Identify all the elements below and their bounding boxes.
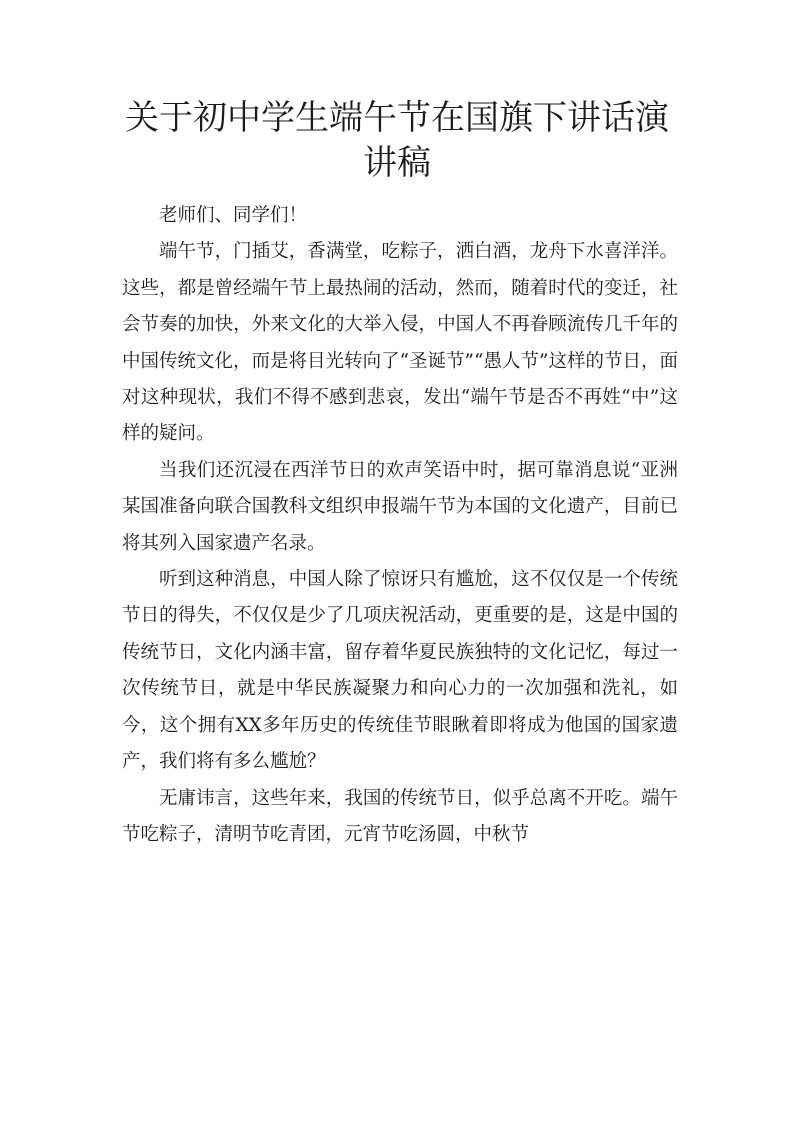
- paragraph: 端午节，门插艾，香满堂，吃粽子，洒白酒，龙舟下水喜洋洋。这些，都是曾经端午节上最热闹的活动，然而，随着时代的变迁，社会节奏的加快，外来文化的大举入侵，中国人不再眷顾流传几千年的中国传统文化，而是将目光转向了“圣诞节”“愚人节”这样的节日，面对这种现状，我们不得不感到悲哀，发出“端午节是否不再姓“中”这样的疑问。: [122, 241, 678, 445]
- paragraph: 无庸讳言，这些年来，我国的传统节日，似乎总离不开吃。端午节吃粽子，清明节吃青团，元宵节吃汤圆，中秋节: [122, 787, 678, 845]
- document-body: [122, 198, 678, 853]
- document-title: 关于初中学生端午节在国旗下讲话演讲稿: [125, 98, 669, 183]
- paragraph: 听到这种消息，中国人除了惊讶只有尴尬，这不仅仅是一个传统节日的得失，不仅仅是少了几项庆祝活动，更重要的是，这是中国的传统节日，文化内涵丰富，留存着华夏民族独特的文化记忆，每过一次传统节日，就是中华民族凝聚力和向心力的一次加强和洗礼，如今，这个拥有XX多年历史的传统佳节眼瞅着即将成为他国的国家遗产，我们将有多么尴尬？: [122, 569, 678, 773]
- paragraph: 当我们还沉浸在西洋节日的欢声笑语中时，据可靠消息说“亚洲某国准备向联合国教科文组织申报端午节为本国的文化遗产，目前已将其列入国家遗产名录。: [122, 459, 678, 554]
- paragraph-greeting: 老师们、同学们！: [159, 205, 308, 226]
